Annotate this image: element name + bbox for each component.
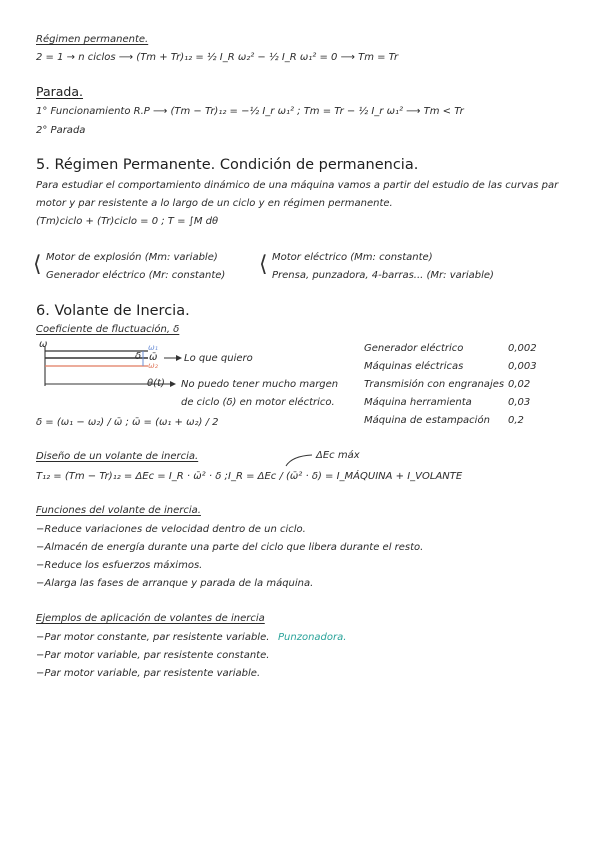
table-row-name: Generador eléctrico — [364, 343, 464, 354]
section-5-para-line-2: motor y par resistente a lo largo de un ciclo y en régimen permanente. — [36, 198, 393, 209]
table-row-value: 0,002 — [508, 343, 537, 354]
diseno-formula-1: T₁₂ = (Tm − Tr)₁₂ = ΔEc = I_R · ω̄² · δ ; — [36, 471, 228, 482]
table-row-name: Máquina de estampación — [364, 415, 490, 426]
diseno-formula-2: I_R = ΔEc / (ω̄² · δ) = I_MÁQUINA + I_VOLANTE — [228, 471, 463, 482]
graph-omega-label: ω — [39, 339, 48, 350]
list-item: −Reduce variaciones de velocidad dentro de un ciclo. — [36, 524, 306, 535]
graph-delta-label: δ — [135, 351, 142, 362]
table-row-name: Máquina herramienta — [364, 397, 472, 408]
graph-theta-label: θ(t) — [147, 378, 165, 389]
table-row-name: Transmisión con engranajes — [364, 379, 505, 390]
graph-wbar-label: ω̄ — [149, 352, 158, 363]
note-line-2: de ciclo (δ) en motor eléctrico. — [181, 397, 335, 408]
left-brace: ⟨ — [33, 252, 42, 277]
graph-lo-que-quiero: Lo que quiero — [184, 353, 253, 364]
dec-max-label: ΔEc máx — [316, 450, 360, 461]
graph-w2-label: ω₂ — [148, 361, 158, 370]
list-item: −Par motor variable, par resistente constante. — [36, 650, 270, 661]
list-item: −Almacén de energía durante una parte del ciclo que libera durante el resto. — [36, 542, 424, 553]
right-case-a: Motor eléctrico (Mm: constante) — [272, 252, 433, 263]
list-item: −Par motor variable, par resistente variable. — [36, 668, 261, 679]
list-item: −Reduce los esfuerzos máximos. — [36, 560, 203, 571]
right-case-b: Prensa, punzadora, 4-barras... (Mr: variable) — [272, 270, 494, 281]
note-line-1: No puedo tener mucho margen — [181, 379, 339, 390]
table-row-value: 0,2 — [508, 415, 524, 426]
delta-formula: δ = (ω₁ − ω₂) / ω̄ ; ω̄ = (ω₁ + ω₂) / 2 — [36, 417, 219, 428]
table-row-value: 0,003 — [508, 361, 537, 372]
punzonadora-note: Punzonadora. — [278, 632, 347, 643]
diseno-title: Diseño de un volante de inercia. — [36, 451, 199, 462]
regimen-title: Régimen permanente. — [36, 34, 149, 45]
table-row-name: Máquinas eléctricas — [364, 361, 464, 372]
right-brace: ⟨ — [259, 252, 268, 277]
graph-w1-label: ω₁ — [148, 343, 158, 352]
funciones-title: Funciones del volante de inercia. — [36, 505, 201, 516]
section-5-heading: 5. Régimen Permanente. Condición de permanencia. — [36, 157, 419, 173]
left-case-a: Motor de explosión (Mm: variable) — [46, 252, 218, 263]
table-row-value: 0,02 — [508, 379, 531, 390]
coef-title: Coeficiente de fluctuación, δ — [36, 324, 180, 335]
ejemplos-title: Ejemplos de aplicación de volantes de inercia — [36, 613, 265, 624]
list-item: −Alarga las fases de arranque y parada de la máquina. — [36, 578, 314, 589]
section-5-formula: (Tm)ciclo + (Tr)ciclo = 0 ; T = ∫M dθ — [36, 216, 219, 227]
table-row-value: 0,03 — [508, 397, 531, 408]
section-5-para-line-1: Para estudiar el comportamiento dinámico de una máquina vamos a partir del estudio de las curvas par — [36, 180, 559, 191]
left-case-b: Generador eléctrico (Mr: constante) — [46, 270, 226, 281]
list-item: −Par motor constante, par resistente variable. — [36, 632, 270, 643]
parada-title: Parada. — [36, 84, 84, 99]
section-6-heading: 6. Volante de Inercia. — [36, 303, 190, 319]
parada-item-2: 2° Parada — [36, 125, 86, 136]
parada-item-1: 1° Funcionamiento R.P ⟶ (Tm − Tr)₁₂ = −½ I_r ω₁² ; Tm = Tr − ½ I_r ω₁² ⟶ Tm < Tr — [36, 106, 464, 117]
regimen-formula: 2 = 1 → n ciclos ⟶ (Tm + Tr)₁₂ = ½ I_R ω₂² − ½ I_R ω₁² = 0 ⟶ Tm = Tr — [36, 52, 399, 63]
